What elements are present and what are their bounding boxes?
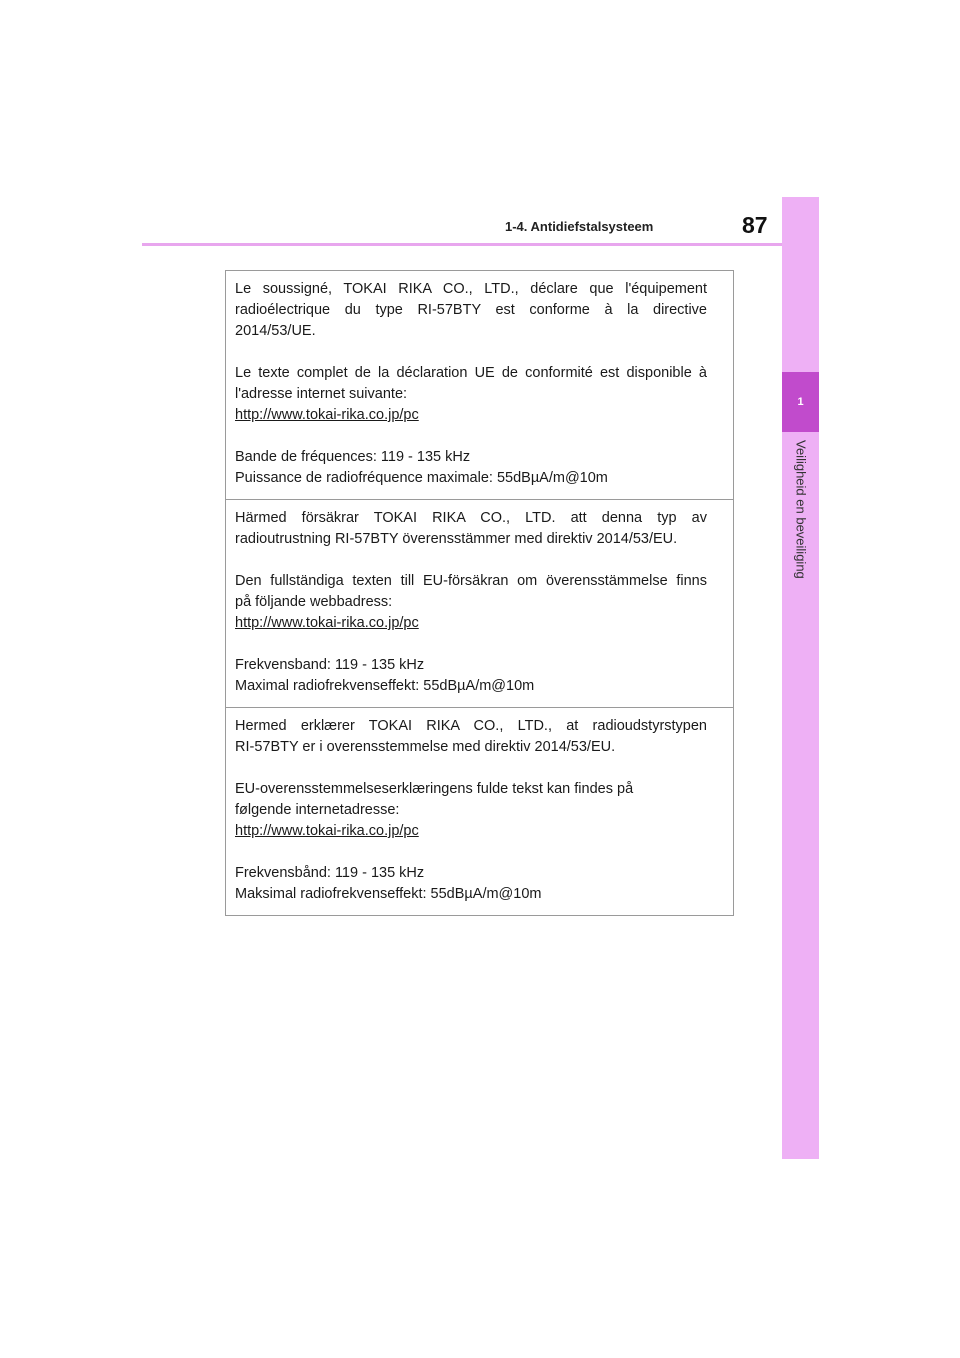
intro-line: radioélectrique du type RI-57BTY est conforme à la directive [235, 302, 707, 318]
declaration-french [226, 271, 733, 500]
text-line: på följande webbadress: [235, 594, 393, 610]
declaration-danish [226, 708, 733, 915]
text-paragraph [235, 779, 707, 842]
text-line: Den fullständiga texten till EU-försäkran om överensstämmelse finns [235, 573, 707, 589]
intro-paragraph [235, 508, 707, 550]
declaration-swedish [226, 500, 733, 708]
conformity-url-link[interactable]: http://www.tokai-rika.co.jp/pc [235, 823, 419, 839]
max-power: Maksimal radiofrekvenseffekt: 55dBµA/m@10m [235, 886, 542, 902]
text-line: EU-overensstemmelseserklæringens fulde tekst kan findes på [235, 781, 634, 797]
conformity-url-link[interactable]: http://www.tokai-rika.co.jp/pc [235, 615, 419, 631]
chapter-number-box [782, 372, 819, 432]
chapter-number: 1 [797, 396, 804, 408]
text-line: Le texte complet de la déclaration UE de conformité est disponible à [235, 365, 707, 381]
specs-paragraph [235, 655, 707, 697]
specs-paragraph [235, 863, 707, 905]
text-line: l'adresse internet suivante: [235, 386, 408, 402]
max-power: Puissance de radiofréquence maximale: 55dBµA/m@10m [235, 470, 608, 486]
header-rule [142, 243, 782, 246]
intro-paragraph [235, 716, 707, 758]
max-power: Maximal radiofrekvenseffekt: 55dBµA/m@10m [235, 678, 535, 694]
frequency-band: Frekvensbånd: 119 - 135 kHz [235, 865, 425, 881]
intro-line: radioutrustning RI-57BTY överensstämmer med direktiv 2014/53/EU. [235, 531, 678, 547]
section-title: 1-4. Antidiefstalsysteem [505, 219, 654, 234]
text-line: følgende internetadresse: [235, 802, 400, 818]
intro-line: Hermed erklærer TOKAI RIKA CO., LTD., at radioudstyrstypen [235, 718, 707, 734]
frequency-band: Frekvensband: 119 - 135 kHz [235, 657, 425, 673]
page-number: 87 [742, 212, 768, 238]
intro-paragraph [235, 279, 707, 342]
declaration-box [225, 270, 734, 916]
intro-line: RI-57BTY er i overensstemmelse med direktiv 2014/53/EU. [235, 739, 616, 755]
conformity-url-link[interactable]: http://www.tokai-rika.co.jp/pc [235, 407, 419, 423]
intro-line: Le soussigné, TOKAI RIKA CO., LTD., déclare que l'équipement [235, 281, 707, 297]
chapter-side-tab [782, 197, 819, 1159]
intro-line: Härmed försäkrar TOKAI RIKA CO., LTD. att denna typ av [235, 510, 707, 526]
frequency-band: Bande de fréquences: 119 - 135 kHz [235, 449, 471, 465]
intro-line: 2014/53/UE. [235, 323, 316, 339]
text-paragraph [235, 363, 707, 426]
specs-paragraph [235, 447, 707, 489]
text-paragraph [235, 571, 707, 634]
chapter-label: Veiligheid en beveiliging [793, 440, 809, 579]
